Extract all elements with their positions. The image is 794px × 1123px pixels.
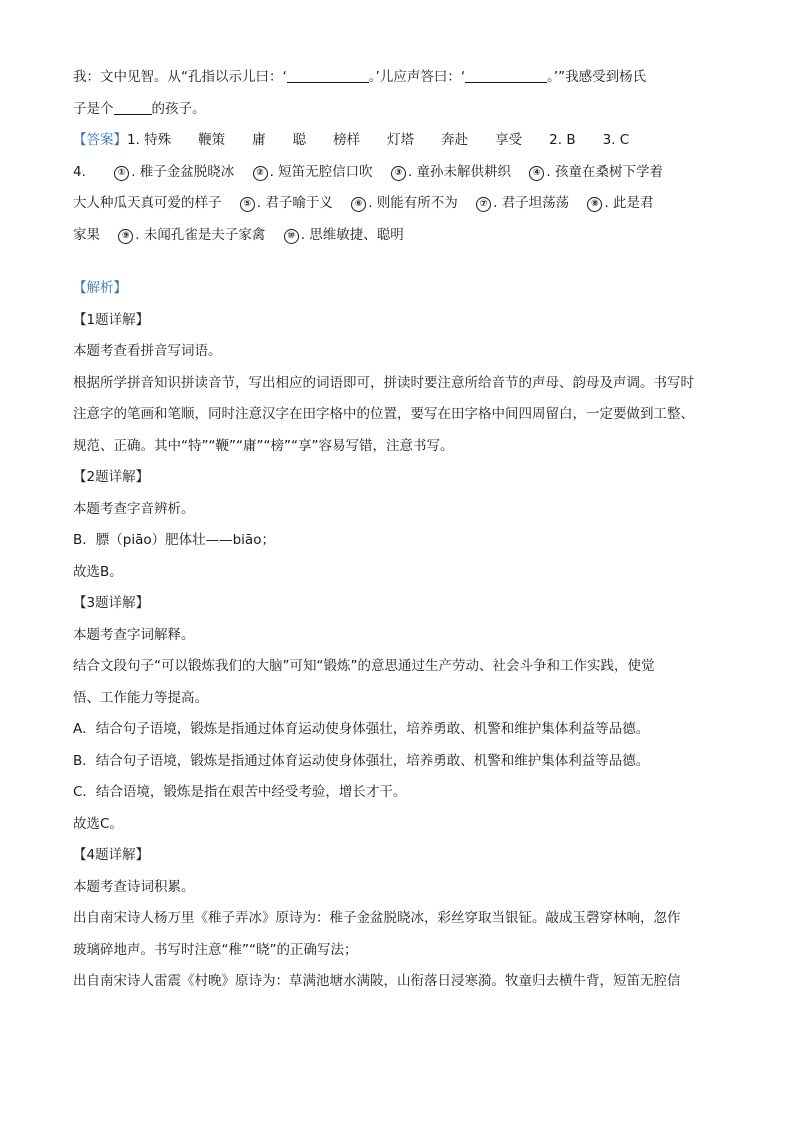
answer-blank <box>114 99 152 115</box>
analysis-line: B．结合句子语境，锻炼是指通过体育运动使身体强壮，培养勇敢、机警和维护集体利益等品德。 <box>73 752 650 769</box>
circled-number-4: ④ <box>529 166 544 181</box>
analysis-heading <box>73 273 725 305</box>
answer-item: 大人种瓜天真可爱的样子 <box>73 195 222 211</box>
analysis-line: 本题考查看拼音写词语。 <box>73 343 222 359</box>
analysis-line: 注意字的笔画和笔顺，同时注意汉字在田字格中的位置，要写在田字格中间四周留白，一定要做到工整、 <box>73 406 694 422</box>
analysis-line: 悟、工作能力等提高。 <box>73 689 208 706</box>
analysis-line: 规范、正确。其中“特”“鞭”“庸”“榜”“享”容易写错，注意书写。 <box>73 437 454 454</box>
analysis-line: 故选B。 <box>73 563 123 580</box>
answer-line-1 <box>73 125 725 157</box>
circled-number-2: ② <box>253 166 268 181</box>
question-text: 我：文中见智。从“孔指以示儿曰：‘ <box>73 69 287 85</box>
question-text: 子是个 <box>73 100 114 117</box>
answer-item: . 稚子金盆脱晓冰 <box>131 163 235 180</box>
answer-blank <box>465 67 547 83</box>
analysis-line: 故选C。 <box>73 815 123 832</box>
document-page <box>73 62 725 998</box>
analysis-line: 出自南宋诗人雷震《村晚》原诗为：草满池塘水满陂，山衔落日浸寒漪。牧童归去横牛背，短笛无腔信 <box>73 973 681 989</box>
answer-item: . 则能有所不为 <box>368 195 458 211</box>
answer-blank <box>287 67 369 83</box>
answer-item: 家果 <box>73 226 100 243</box>
analysis-line: 本题考查字词解释。 <box>73 626 195 643</box>
answer-item: . 未闻孔雀是夫子家禽 <box>135 226 266 243</box>
circled-number-5: ⑤ <box>240 197 255 212</box>
answer-number: 4. <box>73 163 86 180</box>
analysis-line: B．膘（piāo）肥体壮——biāo； <box>73 532 275 548</box>
answer-item: . 童孙未解供耕织 <box>407 163 512 180</box>
answer-item: . 孩童在桑树下学着 <box>546 163 663 180</box>
answer-item: . 君子喻于义 <box>256 195 333 211</box>
answer-item: . 此是君 <box>604 195 654 211</box>
analysis-line: 【4题详解】 <box>73 847 150 863</box>
answer-item: . 思维敏捷、聪明 <box>300 226 404 243</box>
circled-number-1: ① <box>114 166 129 181</box>
analysis-line: 【1题详解】 <box>73 311 150 328</box>
analysis-line: 玻璃碎地声。书写时注意“稚”“晓”的正确写法； <box>73 941 358 958</box>
analysis-line: 本题考查字音辨析。 <box>73 500 195 517</box>
answer-line-2 <box>73 157 725 189</box>
analysis-line: 【3题详解】 <box>73 595 150 611</box>
answer-text: 1. 特殊 鞭策 庸 聪 榜样 灯塔 奔赴 享受 2. B 3. C <box>127 132 630 148</box>
circled-number-6: ⑥ <box>351 197 366 212</box>
answer-line-4 <box>73 220 725 252</box>
circled-number-8: ⑧ <box>587 197 602 212</box>
answer-item: . 君子坦荡荡 <box>493 195 570 211</box>
circled-number-7: ⑦ <box>476 197 491 212</box>
question-text: 。’儿应声答曰：‘ <box>368 69 466 85</box>
circled-number-9: ⑨ <box>118 229 133 244</box>
analysis-line: 出自南宋诗人杨万里《稚子弄冰》原诗为：稚子金盆脱晓冰，彩丝穿取当银钲。敲成玉磬穿林响，忽作 <box>73 910 681 926</box>
analysis-line: A．结合句子语境，锻炼是指通过体育运动使身体强壮，培养勇敢、机警和维护集体利益等品德。 <box>73 721 650 737</box>
question-line-2 <box>73 94 725 126</box>
question-text: 。’”我感受到杨氏 <box>547 69 647 85</box>
answer-tag: 【答案】 <box>73 132 127 148</box>
analysis-line: 根据所学拼音知识拼读音节，写出相应的词语即可，拼读时要注意所给音节的声母、韵母及声调。书写时 <box>73 374 694 391</box>
analysis-line: 结合文段句子“可以锻炼我们的大脑”可知“锻炼”的意思通过生产劳动、社会斗争和工作实践，使觉 <box>73 658 655 674</box>
analysis-tag: 【解析】 <box>73 280 127 296</box>
circled-number-10: ⑩ <box>284 229 299 244</box>
answer-line-3 <box>73 188 725 220</box>
question-line-1 <box>73 62 725 94</box>
circled-number-3: ③ <box>391 166 406 181</box>
answer-item: . 短笛无腔信口吹 <box>269 163 373 180</box>
analysis-line: 【2题详解】 <box>73 469 150 485</box>
analysis-line: 本题考查诗词积累。 <box>73 878 195 895</box>
analysis-line: C．结合语境，锻炼是指在艰苦中经受考验，增长才干。 <box>73 784 407 800</box>
question-text: 的孩子。 <box>151 100 206 117</box>
